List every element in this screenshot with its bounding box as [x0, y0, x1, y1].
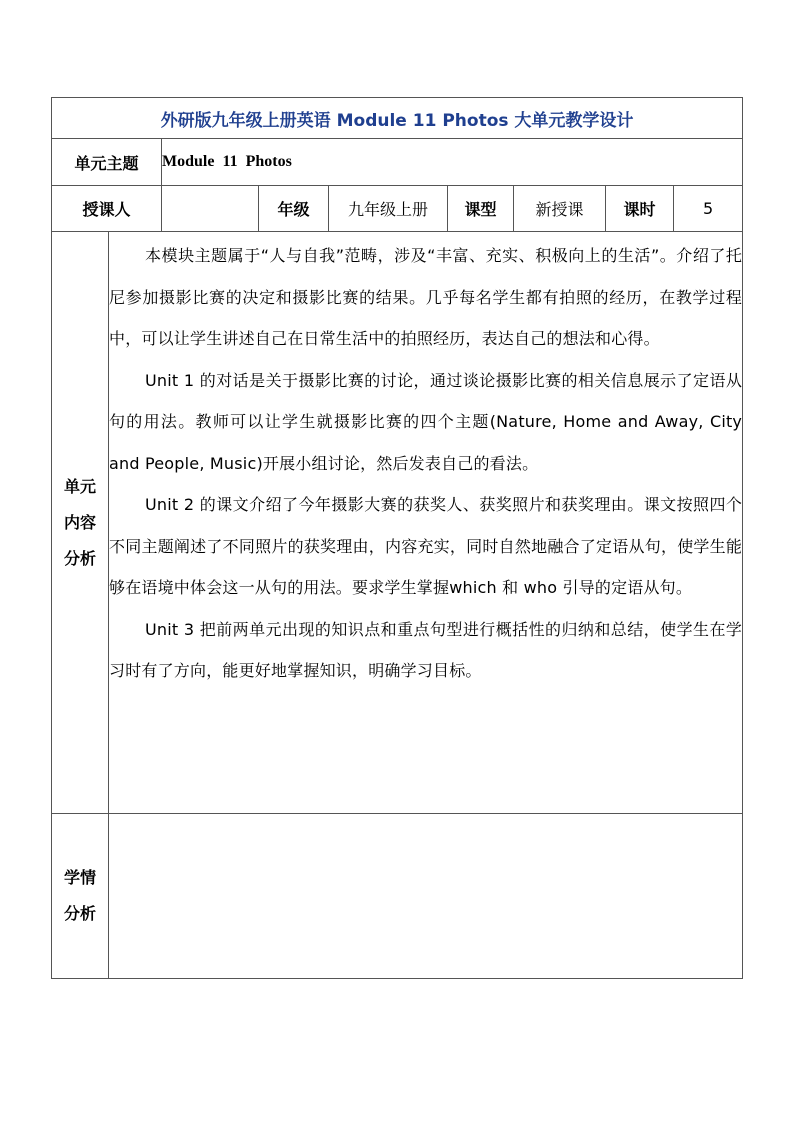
analysis-paragraph-4: Unit 3 把前两单元出现的知识点和重点句型进行概括性的归纳和总结，使学生在学习时有了方向，能更好地掌握知识，明确学习目标。 — [109, 619, 743, 680]
unit-theme-value: Module 11 Photos — [162, 139, 743, 186]
learner-analysis-label — [52, 814, 109, 979]
content-analysis-row — [52, 232, 743, 814]
theme-row — [52, 139, 743, 186]
period-label: 课时 — [606, 186, 674, 232]
content-analysis-label-line3: 分析 — [63, 548, 96, 568]
teacher-value — [162, 186, 259, 232]
analysis-paragraph-2: Unit 1 的对话是关于摄影比赛的讨论，通过谈论摄影比赛的相关信息展示了定语从句的用法。教师可以让学生就摄影比赛的四个主题(Nature, Home and Away, City and People, Music)开展小组讨论，然后发表自己的看法。 — [109, 370, 743, 473]
period-value: 5 — [674, 186, 743, 232]
content-analysis-label — [52, 232, 109, 814]
grade-value: 九年级上册 — [329, 186, 448, 232]
lesson-type-value: 新授课 — [514, 186, 606, 232]
lesson-design-table — [51, 97, 743, 979]
title-row — [52, 98, 743, 139]
analysis-paragraph-3: Unit 2 的课文介绍了今年摄影大赛的获奖人、获奖照片和获奖理由。课文按照四个不同主题阐述了不同照片的获奖理由，内容充实，同时自然地融合了定语从句，使学生能够在语境中体会这一从句的用法。要求学生掌握which 和 who 引导的定语从句。 — [109, 495, 743, 597]
content-analysis-label-line2: 内容 — [63, 512, 96, 532]
lesson-type-label: 课型 — [448, 186, 514, 232]
teacher-label: 授课人 — [52, 186, 162, 232]
learner-analysis-body — [109, 814, 743, 979]
document-title: 外研版九年级上册英语 Module 11 Photos 大单元教学设计 — [52, 98, 743, 139]
analysis-paragraph-1: 本模块主题属于“人与自我”范畴，涉及“丰富、充实、积极向上的生活”。介绍了托尼参加摄影比赛的决定和摄影比赛的结果。几乎每名学生都有拍照的经历，在教学过程中，可以让学生讲述自己在日常生活中的拍照经历，表达自己的想法和心得。 — [109, 246, 743, 348]
grade-label: 年级 — [259, 186, 329, 232]
info-row — [52, 186, 743, 232]
learner-analysis-label-line1: 学情 — [63, 868, 96, 887]
content-analysis-body — [109, 232, 743, 814]
learner-analysis-label-line2: 分析 — [63, 904, 96, 923]
content-analysis-label-line1: 单元 — [63, 476, 96, 496]
learner-analysis-row — [52, 814, 743, 979]
unit-theme-label: 单元主题 — [52, 139, 162, 186]
